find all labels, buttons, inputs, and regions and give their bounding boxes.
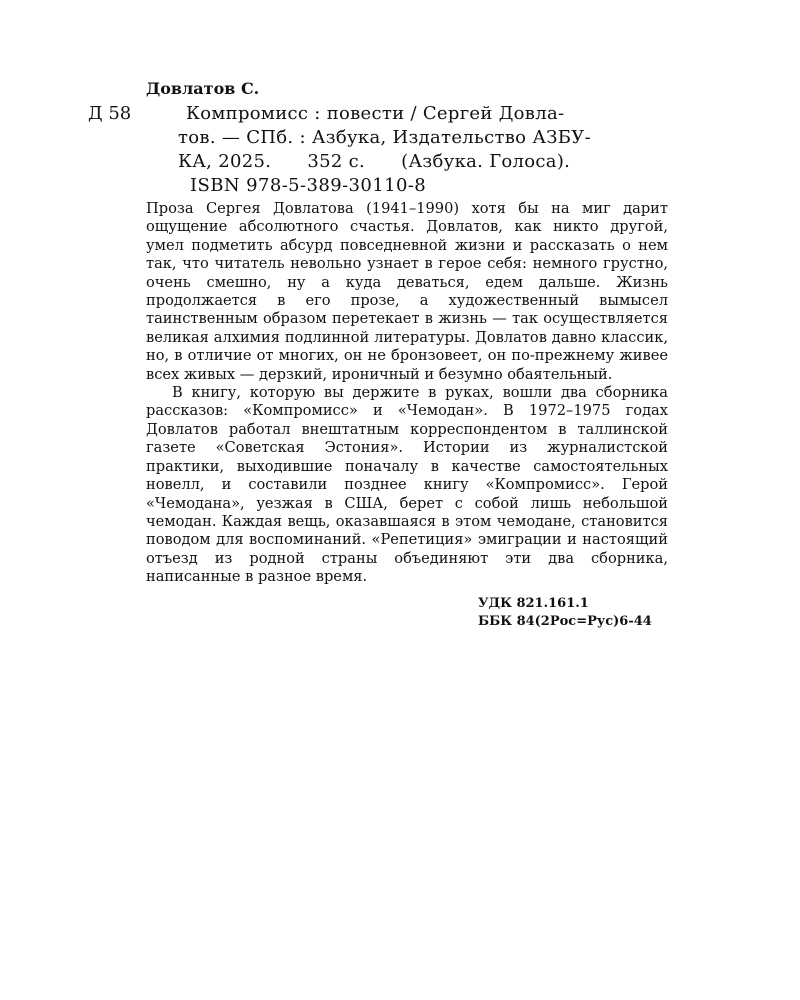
bbk-code: ББК 84(2Рос=Рус)6-44 bbox=[478, 613, 652, 629]
bibliographic-description bbox=[178, 102, 668, 174]
bibliographic-entry bbox=[88, 102, 668, 198]
annotation-paragraph: В книгу, которую вы держите в руках, вошли два сборника рассказов: «Компромисс» и «Чемодан». В 1972–1975 годах Довлатов работал внештатным корреспондентом в таллинской газете «Советская Эстония». Истории из журналистской практики, выходившие поначалу в качестве самостоятельных новелл, и составили позднее книгу «Компромисс». Герой «Чемодана», уезжая в США, берет с собой лишь небольшой чемодан. Каждая вещь, оказавшаяся в этом чемодане, становится поводом для воспоминаний. «Репетиция» эмиграции и настоящий отъезд из родной страны объединяют эти два сборника, написанные в разное время. bbox=[146, 384, 668, 586]
udk-code: УДК 821.161.1 bbox=[478, 595, 589, 611]
annotation bbox=[146, 200, 668, 587]
classification-codes bbox=[478, 595, 668, 631]
annotation-paragraph: Проза Сергея Довлатова (1941–1990) хотя бы на миг дарит ощущение абсолютного счастья. Довлатов, как никто другой, умел подметить абсурд повседневной жизни и рассказать о нем так, что читатель невольно узнает в герое себя: немного грустно, очень смешно, ну а куда деваться, едем дальше. Жизнь продолжается в его прозе, а художественный вымысел таинственным образом перетекает в жизнь — так осуществляется великая алхимия подлинной литературы. Довлатов давно классик, но, в отличие от многих, он не бронзовеет, он по-прежнему живее всех живых — дерзкий, ироничный и безумно обаятельный. bbox=[146, 200, 668, 383]
catalog-card bbox=[88, 78, 668, 631]
author-cipher: Д 58 bbox=[88, 103, 132, 124]
bib-line: Компромисс : повести / Сергей Довла- bbox=[186, 103, 565, 124]
bib-line: КА, 2025. 352 с. (Азбука. Голоса). bbox=[178, 151, 571, 172]
author-heading: Довлатов С. bbox=[146, 79, 260, 98]
bib-line: тов. — СПб. : Азбука, Издательство АЗБУ- bbox=[178, 127, 592, 148]
isbn: ISBN 978-5-389-30110-8 bbox=[190, 175, 427, 196]
